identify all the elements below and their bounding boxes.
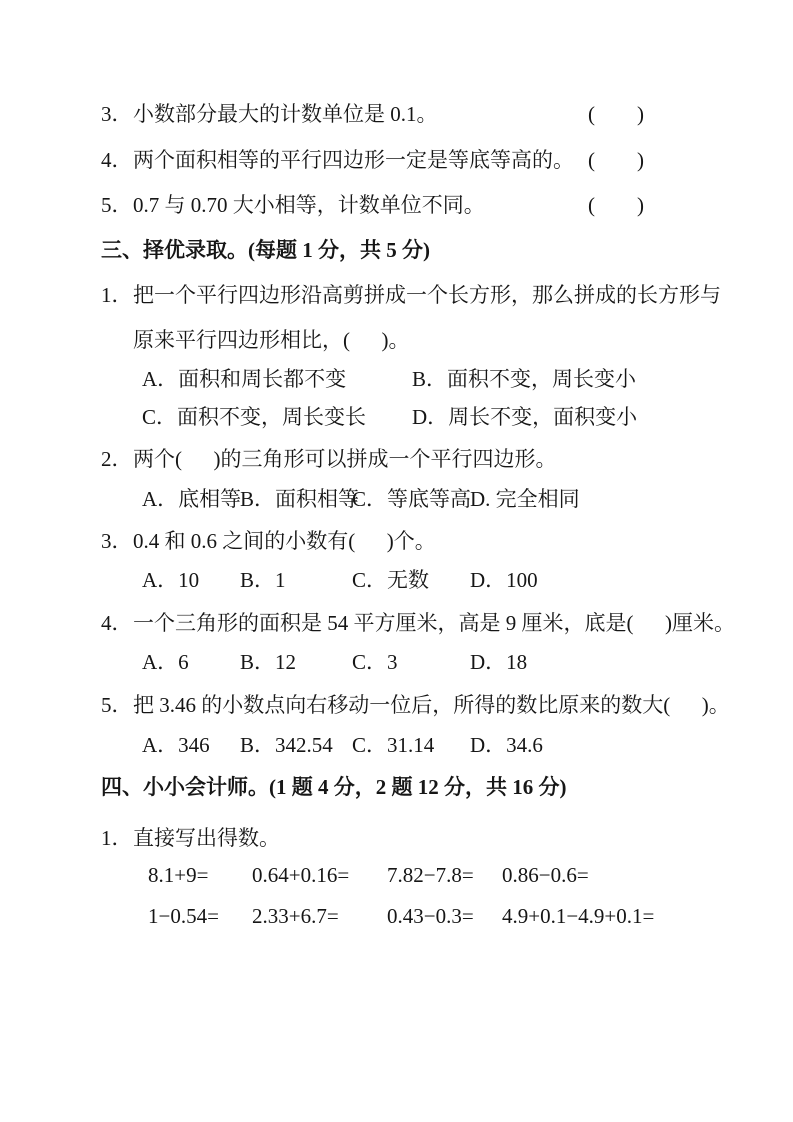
option-b: B．342.54 — [240, 733, 333, 757]
question-number: 4． — [101, 611, 133, 635]
option-c: C．等底等高 — [352, 487, 472, 511]
choice-question-3 — [0, 528, 793, 554]
option-b: B．面积不变，周长变小 — [412, 367, 637, 391]
option-b: B．12 — [240, 650, 297, 674]
option-a: A．346 — [142, 733, 210, 757]
option-b: B．1 — [240, 568, 286, 592]
question-text: 一个三角形的面积是 54 平方厘米，高是 9 厘米，底是( )厘米。 — [133, 611, 735, 635]
calc-row-1 — [0, 862, 793, 888]
option-c: C．无数 — [352, 568, 430, 592]
item-number: 3． — [101, 102, 133, 126]
option-d: D．100 — [470, 568, 538, 592]
option-c: C．面积不变，周长变长 — [142, 405, 367, 429]
sub-question-1 — [0, 825, 793, 851]
option-d: D．34.6 — [470, 733, 543, 757]
question-number: 1． — [101, 826, 133, 850]
item-number: 4． — [101, 148, 133, 172]
option-d: D．周长不变，面积变小 — [412, 405, 638, 429]
question-number: 1． — [101, 283, 133, 307]
question-text: 原来平行四边形相比，( )。 — [133, 328, 410, 352]
calc-expression: 8.1+9= — [148, 863, 209, 887]
question-number: 3． — [101, 529, 133, 553]
question-number: 5． — [101, 693, 133, 717]
option-b: B．面积相等 — [240, 487, 360, 511]
question-1-options-row-1 — [0, 366, 793, 392]
answer-bracket: ( ) — [588, 102, 644, 126]
choice-question-1-line1 — [0, 282, 793, 308]
item-text: 0.7 与 0.70 大小相等，计数单位不同。 — [133, 193, 485, 217]
question-text: 两个( )的三角形可以拼成一个平行四边形。 — [133, 447, 557, 471]
option-d: D．18 — [470, 650, 528, 674]
choice-question-5 — [0, 692, 793, 718]
section-heading-text: 三、择优录取。(每题 1 分，共 5 分) — [101, 238, 430, 262]
choice-question-2 — [0, 446, 793, 472]
calc-expression: 0.43−0.3= — [387, 904, 474, 928]
question-text: 把 3.46 的小数点向右移动一位后，所得的数比原来的数大( )。 — [133, 693, 730, 717]
question-text: 0.4 和 0.6 之间的小数有( )个。 — [133, 529, 436, 553]
answer-bracket: ( ) — [588, 148, 644, 172]
judge-item-4 — [0, 147, 793, 173]
question-number: 2． — [101, 447, 133, 471]
question-text: 直接写出得数。 — [133, 826, 280, 850]
calc-expression: 7.82−7.8= — [387, 863, 474, 887]
item-number: 5． — [101, 193, 133, 217]
question-2-options — [0, 486, 793, 512]
choice-question-1-line2 — [0, 327, 793, 353]
judge-item-3 — [0, 101, 793, 127]
section-heading-text: 四、小小会计师。(1 题 4 分，2 题 12 分，共 16 分) — [101, 775, 567, 799]
question-text: 把一个平行四边形沿高剪拼成一个长方形，那么拼成的长方形与 — [133, 283, 721, 307]
calc-expression: 0.64+0.16= — [252, 863, 350, 887]
calc-expression: 2.33+6.7= — [252, 904, 339, 928]
question-4-options — [0, 649, 793, 675]
section-4-heading — [0, 774, 793, 800]
question-3-options — [0, 567, 793, 593]
option-d: D. 完全相同 — [470, 487, 580, 511]
question-5-options — [0, 732, 793, 758]
item-text: 两个面积相等的平行四边形一定是等底等高的。 — [133, 148, 574, 172]
answer-bracket: ( ) — [588, 193, 644, 217]
judge-item-5 — [0, 192, 793, 218]
calc-expression: 0.86−0.6= — [502, 863, 589, 887]
calc-row-2 — [0, 903, 793, 929]
choice-question-4 — [0, 610, 793, 636]
option-a: A．6 — [142, 650, 189, 674]
option-a: A．10 — [142, 568, 200, 592]
question-1-options-row-2 — [0, 404, 793, 430]
option-c: C．3 — [352, 650, 398, 674]
option-a: A．面积和周长都不变 — [142, 367, 347, 391]
option-c: C．31.14 — [352, 733, 435, 757]
item-text: 小数部分最大的计数单位是 0.1。 — [133, 102, 438, 126]
option-a: A．底相等 — [142, 487, 242, 511]
calc-expression: 4.9+0.1−4.9+0.1= — [502, 904, 655, 928]
calc-expression: 1−0.54= — [148, 904, 219, 928]
section-3-heading — [0, 237, 793, 263]
